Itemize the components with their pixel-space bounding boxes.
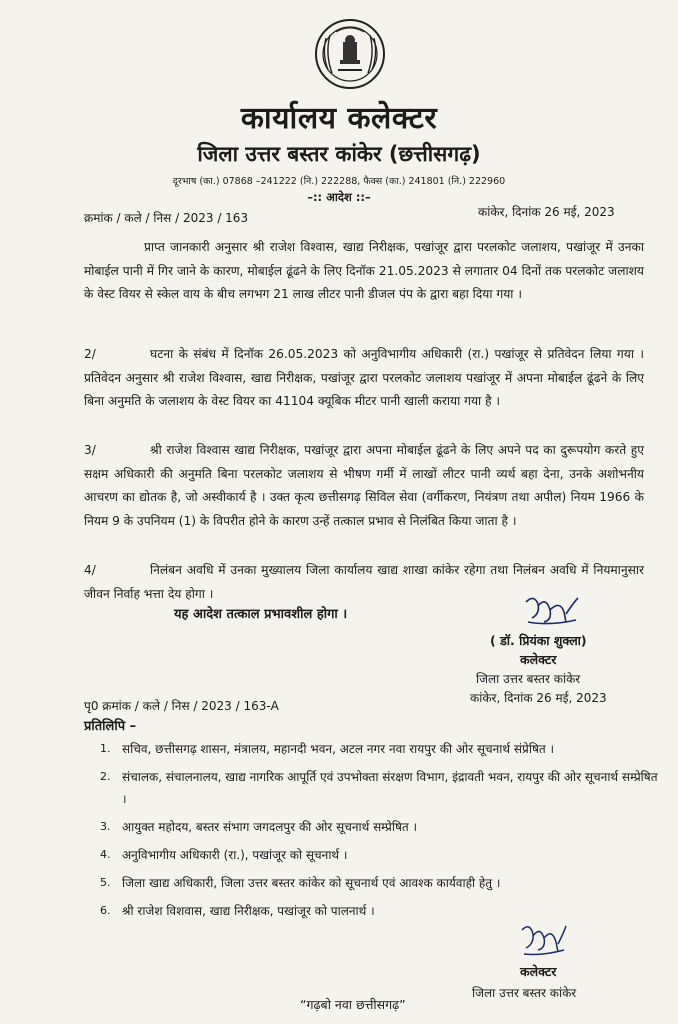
chhattisgarh-government-seal-icon <box>314 18 386 90</box>
copy-number: पृ0 क्रमांक / कले / निस / 2023 / 163-A <box>84 699 279 713</box>
effect-note: यह आदेश तत्काल प्रभावशील होगा । <box>174 607 348 622</box>
list-item-number: 1. <box>100 742 111 755</box>
paragraph-2-text: घटना के संबंध में दिनॉक 26.05.2023 को अनुविभागीय अधिकारी (रा.) पखांजूर से प्रतिवेदन लिया गया । प्रतिवेदन अनुसार श्री राजेश विश्वास, खाद्य निरीक्षक, पखांजूर द्वारा परलकोट जलाशय पखांजूर में अपना मोबाईल ढूंढने के लिए बिना अनुमति के जलाशय के वेस्ट वियर का 41104 क्यूबिक मीटर पानी खाली कराया गया है । <box>84 347 644 408</box>
footer-signatory-designation: कलेक्टर <box>520 964 557 979</box>
signatory-name: ( डॉ. प्रियंका शुक्ला) <box>490 633 587 648</box>
list-item <box>100 844 660 866</box>
list-item-text: जिला खाद्य अधिकारी, जिला उत्तर बस्तर कांकेर को सूचनार्थ एवं आवश्क कार्यवाही हेतु । <box>122 876 501 890</box>
signatory-date: कांकेर, दिनांक 26 मई, 2023 <box>470 691 607 705</box>
order-number: क्रमांक / कले / निस / 2023 / 163 <box>84 211 249 225</box>
office-title: कार्यालय कलेक्टर <box>240 101 438 136</box>
list-item-number: 4. <box>100 848 111 861</box>
list-item-text: सचिव, छत्तीसगढ़ शासन, मंत्रालय, महानदी भवन, अटल नगर नवा रायपुर की ओर सूचनार्थ संप्रेषित । <box>122 742 555 756</box>
order-date: कांकेर, दिनांक 26 मई, 2023 <box>478 205 615 219</box>
paragraph-4-number: 4/ <box>84 563 96 577</box>
copy-heading: प्रतिलिपि – <box>84 719 137 734</box>
list-item <box>100 738 660 760</box>
paragraph-3-text: श्री राजेश विश्वास खाद्य निरीक्षक, पखांजूर द्वारा अपना मोबाईल ढूंढने के लिए अपने पद का दुरूपयोग करते हुए सक्षम अधिकारी की अनुमति बिना परलकोट जलाशय से भीषण गर्मी में लाखों लीटर पानी व्यर्थ बहा देना, उनके अशोभनीय आचरण का द्योतक है, जो अस्वीकार्य है । उक्त कृत्य छत्तीसगढ़ सिविल सेवा (वर्गीकरण, नियंत्रण तथा अपील) नियम 1966 के नियम 9 के उपनियम (1) के विपरीत होने के कारण उन्हें तत्काल प्रभाव से निलंबित किया जाता है । <box>84 443 644 528</box>
copy-recipient-list <box>100 738 660 928</box>
paragraph-2-number: 2/ <box>84 347 96 361</box>
list-item-number: 6. <box>100 904 111 917</box>
signatory-designation: कलेक्टर <box>520 652 557 667</box>
paragraph-3-number: 3/ <box>84 443 96 457</box>
list-item <box>100 816 660 838</box>
paragraph-4-text: निलंबन अवधि में उनका मुख्यालय जिला कार्यालय खाद्य शाखा कांकेर रहेगा तथा निलंबन अवधि में नियमानुसार जीवन निर्वाह भत्ता देय होगा । <box>84 563 644 601</box>
handwritten-signature-icon <box>520 592 582 628</box>
list-item-text: श्री राजेश विशवास, खाद्य निरीक्षक, पखांजूर को पालनार्थ । <box>122 904 375 918</box>
list-item-text: संचालक, संचालनालय, खाद्य नागरिक आपूर्ति एवं उपभोक्ता संरक्षण विभाग, इंद्रावती भवन, रायपुर की ओर सूचनार्थ सम्प्रेषित । <box>122 770 658 806</box>
list-item-text: अनुविभागीय अधिकारी (रा.), पखांजूर को सूचनार्थ । <box>122 848 348 862</box>
list-item-number: 3. <box>100 820 111 833</box>
order-label: –:: आदेश ::– <box>307 190 371 204</box>
paragraph-1 <box>84 236 644 307</box>
signatory-district: जिला उत्तर बस्तर कांकेर <box>476 672 581 686</box>
list-item <box>100 900 660 922</box>
list-item <box>100 872 660 894</box>
slogan: “गढ़बो नवा छत्तीसगढ़” <box>300 997 406 1012</box>
paragraph-1-text: प्राप्त जानकारी अनुसार श्री राजेश विश्वास, खाद्य निरीक्षक, पखांजूर द्वारा परलकोट जलाशय, पखांजूर में उनका मोबाईल पानी में गिर जाने के कारण, मोबाईल ढूंढने के लिए दिनॉक 21.05.2023 से लगातार 04 दिनों तक परलकोट जलाशय के वेस्ट वियर से स्केल वाय के बीच लगभग 21 लाख लीटर पानी डीजल पंप के द्वारा बहा दिया गया । <box>84 240 644 301</box>
footer-signatory-district: जिला उत्तर बस्तर कांकेर <box>472 986 577 1000</box>
list-item <box>100 766 660 810</box>
paragraph-3 <box>84 439 644 533</box>
contact-numbers: दूरभाष (का.) 07868 –241222 (नि.) 222288, फैक्स (का.) 241801 (नि.) 222960 <box>172 176 506 187</box>
paragraph-2 <box>84 343 644 414</box>
list-item-number: 2. <box>100 770 111 783</box>
list-item-text: आयुक्त महोदय, बस्तर संभाग जगदलपुर की ओर सूचनार्थ सम्प्रेषित । <box>122 820 418 834</box>
handwritten-signature-icon <box>518 920 568 958</box>
list-item-number: 5. <box>100 876 111 889</box>
district-title: जिला उत्तर बस्तर कांकेर (छत्तीसगढ़) <box>197 142 481 166</box>
